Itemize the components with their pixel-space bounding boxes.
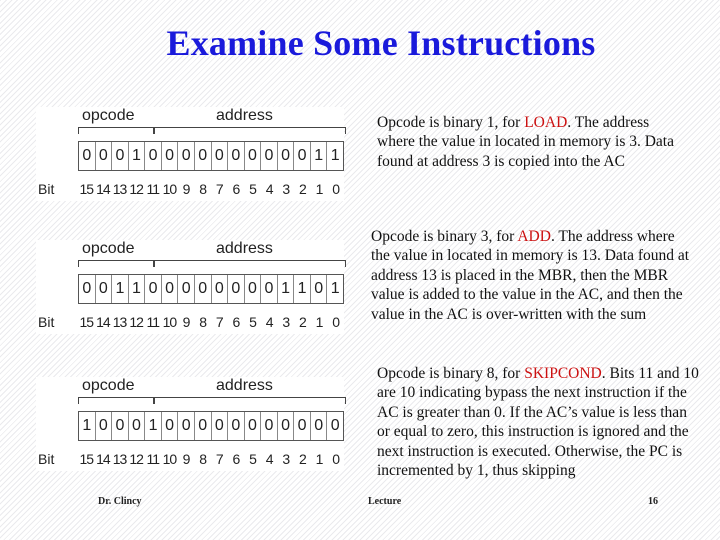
bit-cell: 0 bbox=[293, 142, 310, 170]
address-label: address bbox=[216, 240, 273, 257]
bit-number: 0 bbox=[332, 314, 340, 330]
bit-number: 13 bbox=[112, 181, 127, 197]
bit-cell: 1 bbox=[310, 142, 327, 170]
bit-cell: 0 bbox=[326, 412, 343, 440]
bit-number: 1 bbox=[315, 314, 323, 330]
bit-number: 6 bbox=[232, 181, 240, 197]
opcode-label: opcode bbox=[82, 240, 135, 257]
bit-number: 1 bbox=[315, 181, 323, 197]
bit-cell: 0 bbox=[194, 275, 211, 303]
bit-number: 6 bbox=[232, 314, 240, 330]
bit-number-row bbox=[78, 181, 344, 199]
bit-number: 15 bbox=[79, 314, 94, 330]
bit-number: 1 bbox=[315, 451, 323, 467]
bit-cell: 0 bbox=[244, 142, 261, 170]
opcode-label: opcode bbox=[82, 377, 135, 394]
bit-cell: 1 bbox=[326, 275, 343, 303]
address-bracket bbox=[154, 260, 346, 267]
bit-number: 3 bbox=[282, 451, 290, 467]
bit-cell: 1 bbox=[326, 142, 343, 170]
description-text: Opcode is binary 3, for bbox=[371, 228, 518, 245]
opcode-label: opcode bbox=[82, 107, 135, 124]
bit-cell: 0 bbox=[161, 412, 178, 440]
bit-number: 9 bbox=[182, 314, 190, 330]
bit-label: Bit bbox=[38, 314, 55, 330]
bit-number: 7 bbox=[215, 181, 223, 197]
bit-number: 15 bbox=[79, 451, 94, 467]
bit-cell: 0 bbox=[82, 147, 92, 164]
description-skipcond bbox=[377, 364, 699, 480]
bit-cell: 0 bbox=[82, 280, 92, 297]
instruction-keyword: LOAD bbox=[524, 114, 568, 131]
bit-number: 0 bbox=[332, 451, 340, 467]
bit-number: 4 bbox=[265, 181, 273, 197]
bit-number: 14 bbox=[96, 181, 110, 197]
description-text: Opcode is binary 1, for bbox=[377, 114, 525, 131]
opcode-bracket bbox=[78, 397, 154, 404]
bit-cell: 1 bbox=[293, 275, 310, 303]
bit-number: 14 bbox=[96, 451, 110, 467]
description-text: . The address where the value in located in memory is 13. Data found at address 13 is placed in the MBR, then the MBR value is added to the value in the AC, and then the value in the AC is over-written with the sum bbox=[371, 228, 690, 323]
address-label: address bbox=[216, 377, 273, 394]
bit-number: 11 bbox=[146, 181, 160, 197]
register-diagram-add bbox=[36, 240, 344, 334]
description-text: Opcode is binary 8, for bbox=[377, 365, 525, 382]
bit-number: 8 bbox=[199, 451, 207, 467]
address-label: address bbox=[216, 107, 273, 124]
description-text: . The address where the value in located in memory is 3. Data found at address 3 is copied into the AC bbox=[377, 114, 674, 170]
bit-number: 5 bbox=[249, 451, 256, 467]
address-bracket bbox=[154, 127, 346, 134]
bit-cell: 0 bbox=[211, 142, 228, 170]
bit-number-row bbox=[78, 451, 344, 469]
footer-author: Dr. Clincy bbox=[98, 496, 142, 507]
bit-label: Bit bbox=[38, 451, 55, 467]
bit-row bbox=[78, 274, 344, 304]
bit-cell: 1 bbox=[277, 275, 294, 303]
bit-cell: 0 bbox=[310, 275, 327, 303]
bit-number: 11 bbox=[146, 314, 160, 330]
bit-cell: 1 bbox=[128, 142, 145, 170]
description-load bbox=[377, 113, 677, 171]
bit-row bbox=[78, 141, 344, 171]
instruction-keyword: ADD bbox=[517, 228, 551, 245]
bit-number: 14 bbox=[96, 314, 110, 330]
slide-title: Examine Some Instructions bbox=[166, 23, 596, 63]
bit-cell: 0 bbox=[177, 412, 194, 440]
bit-number: 4 bbox=[265, 314, 273, 330]
bit-number: 8 bbox=[199, 314, 207, 330]
bit-cell: 0 bbox=[161, 142, 178, 170]
opcode-bracket bbox=[78, 260, 154, 267]
bit-number: 2 bbox=[299, 451, 306, 467]
bit-number: 0 bbox=[332, 181, 340, 197]
bit-cell: 1 bbox=[111, 275, 128, 303]
bit-number: 8 bbox=[199, 181, 207, 197]
bit-cell: 0 bbox=[277, 412, 294, 440]
bit-cell: 0 bbox=[144, 142, 161, 170]
footer-page-number: 16 bbox=[648, 496, 658, 507]
bit-number: 12 bbox=[129, 181, 143, 197]
bit-number: 2 bbox=[299, 181, 306, 197]
bit-number: 2 bbox=[299, 314, 306, 330]
bit-cell: 1 bbox=[128, 275, 145, 303]
bit-number: 13 bbox=[112, 314, 127, 330]
address-bracket bbox=[154, 397, 346, 404]
bit-cell: 0 bbox=[211, 412, 228, 440]
bit-cell: 0 bbox=[227, 275, 244, 303]
bit-label: Bit bbox=[38, 181, 55, 197]
bit-cell: 0 bbox=[260, 412, 277, 440]
footer-center: Lecture bbox=[368, 496, 402, 507]
bit-number: 10 bbox=[162, 314, 177, 330]
bit-number: 12 bbox=[129, 451, 143, 467]
bit-number: 10 bbox=[162, 181, 177, 197]
bit-number: 7 bbox=[215, 314, 223, 330]
bit-number: 3 bbox=[282, 181, 290, 197]
bit-number: 15 bbox=[79, 181, 94, 197]
bit-number: 9 bbox=[182, 181, 190, 197]
bit-cell: 0 bbox=[95, 142, 112, 170]
bit-number-row bbox=[78, 314, 344, 332]
bit-cell: 0 bbox=[260, 275, 277, 303]
bit-cell: 0 bbox=[194, 142, 211, 170]
bit-cell: 0 bbox=[211, 275, 228, 303]
bit-cell: 0 bbox=[310, 412, 327, 440]
register-diagram-skipcond bbox=[36, 377, 344, 471]
bit-cell: 0 bbox=[111, 412, 128, 440]
description-add bbox=[371, 227, 693, 324]
bit-number: 3 bbox=[282, 314, 290, 330]
bit-number: 5 bbox=[249, 314, 256, 330]
bit-cell: 0 bbox=[277, 142, 294, 170]
bit-cell: 1 bbox=[82, 417, 92, 434]
bit-number: 11 bbox=[146, 451, 160, 467]
bit-cell: 0 bbox=[177, 142, 194, 170]
bit-cell: 0 bbox=[161, 275, 178, 303]
bit-row bbox=[78, 411, 344, 441]
bit-cell: 0 bbox=[144, 275, 161, 303]
bit-number: 10 bbox=[162, 451, 177, 467]
bit-number: 4 bbox=[265, 451, 273, 467]
bit-cell: 1 bbox=[144, 412, 161, 440]
bit-cell: 0 bbox=[293, 412, 310, 440]
bit-cell: 0 bbox=[95, 275, 112, 303]
bit-cell: 0 bbox=[244, 412, 261, 440]
bit-cell: 0 bbox=[227, 412, 244, 440]
description-text: . Bits 11 and 10 are 10 indicating bypass the next instruction if the AC is greater than 0. If the AC’s value is less than or equal to zero, this instruction is ignored and the next instruction is executed. Otherwise, the PC is incremented by 1, thus skipping bbox=[377, 365, 699, 480]
bit-number: 12 bbox=[129, 314, 143, 330]
bit-number: 13 bbox=[112, 451, 127, 467]
instruction-keyword: SKIPCOND bbox=[524, 365, 602, 382]
bit-cell: 0 bbox=[111, 142, 128, 170]
opcode-bracket bbox=[78, 127, 154, 134]
bit-number: 5 bbox=[249, 181, 256, 197]
bit-cell: 0 bbox=[95, 412, 112, 440]
bit-cell: 0 bbox=[260, 142, 277, 170]
register-diagram-load bbox=[36, 107, 344, 201]
bit-cell: 0 bbox=[128, 412, 145, 440]
bit-cell: 0 bbox=[244, 275, 261, 303]
bit-number: 7 bbox=[215, 451, 223, 467]
bit-number: 6 bbox=[232, 451, 240, 467]
bit-cell: 0 bbox=[227, 142, 244, 170]
bit-cell: 0 bbox=[177, 275, 194, 303]
bit-number: 9 bbox=[182, 451, 190, 467]
bit-cell: 0 bbox=[194, 412, 211, 440]
